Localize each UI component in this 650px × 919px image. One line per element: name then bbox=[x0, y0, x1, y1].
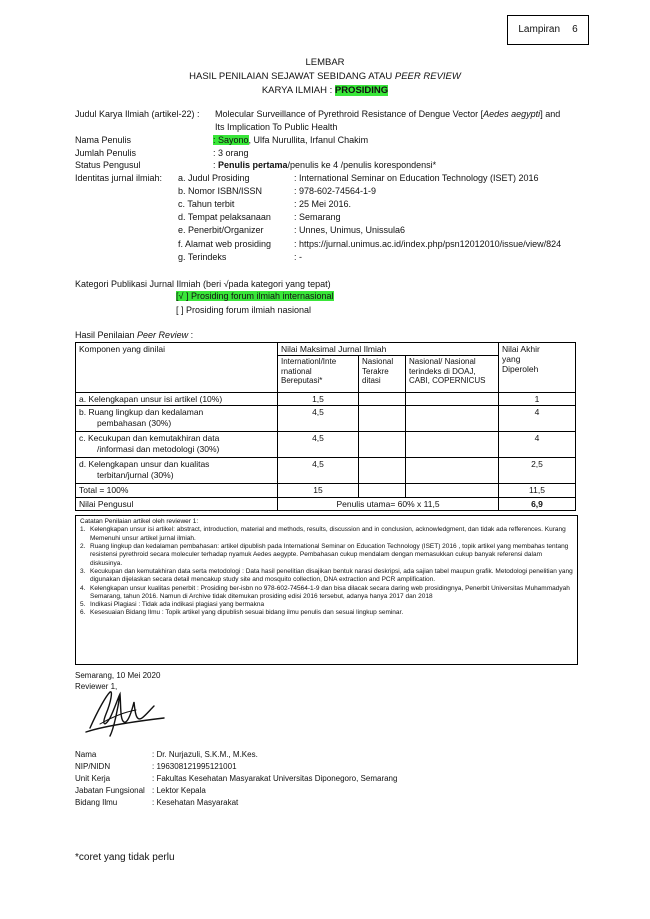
note-text: Indikasi Plagiasi : Tidak ada indikasi plagiasi yang bermakna bbox=[90, 601, 265, 609]
row-component-line1: d. Kelengkapan unsur dan kualitas bbox=[79, 459, 210, 470]
row-akhir-value: 2,5 bbox=[499, 458, 576, 484]
note-number: 2. bbox=[80, 542, 86, 550]
judul-post: ] and bbox=[540, 109, 561, 119]
note-item bbox=[80, 585, 573, 602]
row-intl-value: 4,5 bbox=[278, 432, 359, 458]
nama-rest: , Ulfa Nurullita, Irfanul Chakim bbox=[248, 135, 369, 145]
row-nas2-value bbox=[406, 406, 499, 432]
total-label: Total = 100% bbox=[76, 484, 278, 497]
header-nasional-indexed bbox=[406, 356, 499, 393]
note-text: Kelengkapan unsur kualitas penerbit : Prosiding ber-isbn no 978-602-74564-1-9 dan bisa dilacak secara daring web prosidingnya, Penerbit Universitas Muhammadyah Semarang, tahun 2016. Namun di Archive tidak ditemukan prosiding edisi 2016 tersebut, adanya hanya 2017 dan 2018 bbox=[90, 584, 570, 600]
status-prefix: : bbox=[213, 160, 219, 170]
note-number: 5. bbox=[80, 601, 86, 609]
sign-field-value: : Fakultas Kesehatan Masyarakat Universitas Diponegoro, Semarang bbox=[152, 774, 398, 783]
row-component-line1: a. Kelengkapan unsur isi artikel (10%) bbox=[79, 394, 223, 405]
sign-field-label: Unit Kerja bbox=[75, 774, 111, 783]
lampiran-number: 6 bbox=[572, 24, 578, 35]
kategori-option-internasional bbox=[176, 291, 334, 302]
pengusul-label: Nilai Pengusul bbox=[76, 497, 278, 510]
hasil-label-text: Hasil Penilaian bbox=[75, 330, 138, 340]
row-component-line1: b. Ruang lingkup dan kedalaman bbox=[79, 407, 204, 418]
jurnal-item-value: : https://jurnal.unimus.ac.id/index.php/psn12012010/issue/view/824 bbox=[294, 238, 562, 249]
note-text: Ruang lingkup dan kedalaman pembahasan: artikel dipublish pada International Seminar on Education Technology (ISET) 2016 , topik artikel yang membahas tentang resistensi pyrethroid secara moleculer terhadap nyamuk Aedes aegypte. Pembahasan cukup mendalam dengan memasukkan cukup banyak referensi dalam diskusinya. bbox=[90, 542, 569, 567]
total-nas bbox=[359, 484, 406, 497]
jurnal-item-value: : 25 Mei 2016. bbox=[294, 199, 352, 210]
nama-value bbox=[213, 135, 368, 146]
nama-highlight: : Sayono bbox=[213, 135, 249, 145]
table-row bbox=[76, 393, 576, 406]
pengusul-row bbox=[76, 497, 576, 510]
row-intl-value: 4,5 bbox=[278, 406, 359, 432]
judul-italic: Aedes aegypti bbox=[483, 109, 541, 119]
jurnal-item-value: : International Seminar on Education Technology (ISET) 2016 bbox=[294, 173, 539, 183]
row-component-line2: /informasi dan metodologi (30%) bbox=[97, 443, 220, 454]
jurnal-item-key: e. Penerbit/Organizer bbox=[178, 225, 264, 236]
title-line3 bbox=[0, 85, 650, 96]
hasil-label-italic: Peer Review bbox=[137, 330, 189, 340]
title-line2 bbox=[0, 71, 650, 82]
sign-field-value: : 196308121995121001 bbox=[152, 762, 237, 771]
total-nas2 bbox=[406, 484, 499, 497]
sign-reviewer: Reviewer 1, bbox=[75, 682, 118, 691]
header-akhir bbox=[499, 343, 576, 393]
status-value bbox=[213, 160, 436, 171]
pengusul-formula: Penulis utama= 60% x 11,5 bbox=[278, 497, 499, 510]
header-intl bbox=[278, 356, 359, 393]
row-component bbox=[76, 406, 278, 432]
note-item bbox=[80, 543, 573, 568]
row-nas2-value bbox=[406, 432, 499, 458]
kategori-option-nasional: [ ] Prosiding forum ilmiah nasional bbox=[176, 305, 312, 315]
row-component-line1: c. Kecukupan dan kemutakhiran data bbox=[79, 433, 220, 444]
kategori-title: Kategori Publikasi Jurnal Ilmiah (beri √pada kategori yang tepat) bbox=[75, 279, 331, 289]
sign-field-label: Jabatan Fungsional bbox=[75, 786, 145, 795]
header-nas2-1: Nasional/ Nasional bbox=[409, 357, 476, 367]
jurnal-item-key: c. Tahun terbit bbox=[178, 199, 235, 210]
status-rest: /penulis ke 4 /penulis korespondensi* bbox=[287, 160, 437, 170]
row-nas-value bbox=[359, 458, 406, 484]
note-item bbox=[80, 609, 573, 617]
row-nas-value bbox=[359, 432, 406, 458]
row-component-line2: pembahasan (30%) bbox=[97, 417, 172, 428]
jurnal-item-value: : - bbox=[294, 251, 302, 262]
jurnal-item-key: g. Terindeks bbox=[178, 251, 227, 262]
table-row bbox=[76, 458, 576, 484]
note-number: 1. bbox=[80, 526, 86, 534]
pengusul-value: 6,9 bbox=[499, 497, 576, 510]
header-akhir-2: yang bbox=[502, 354, 521, 365]
jumlah-label: Jumlah Penulis bbox=[75, 148, 137, 158]
notes-title: Catatan Penilaian artikel oleh reviewer 1: bbox=[80, 518, 199, 525]
header-nas2-3: CABI, COPERNICUS bbox=[409, 376, 486, 386]
sign-date: Semarang, 10 Mei 2020 bbox=[75, 671, 161, 680]
lampiran-label: Lampiran bbox=[518, 24, 561, 35]
note-number: 6. bbox=[80, 609, 86, 617]
title-highlight: PROSIDING bbox=[334, 85, 389, 96]
note-text: Kecukupan dan kemutakhiran data serta metodologi : Data hasil penelitian disajikan bentuk narasi deskripsi, ada sajian tabel maupun grafik. Metodologi penelitian yang digunakan dijelaskan secara detail mencakup study site and mosquito collection, DNA extraction and PCR amplification. bbox=[90, 567, 573, 584]
row-nas2-value bbox=[406, 393, 499, 406]
row-intl-value: 1,5 bbox=[278, 393, 359, 406]
note-item bbox=[80, 568, 573, 585]
jurnal-item-value: : Semarang bbox=[294, 212, 341, 223]
table-row bbox=[76, 432, 576, 458]
judul-line2: Its Implication To Public Health bbox=[215, 122, 338, 132]
sign-field-label: NIP/NIDN bbox=[75, 762, 111, 771]
sign-field-value: : Kesehatan Masyarakat bbox=[152, 798, 239, 807]
header-nas-3: ditasi bbox=[362, 376, 381, 386]
row-component bbox=[76, 458, 278, 484]
hasil-label bbox=[75, 330, 193, 341]
note-number: 4. bbox=[80, 584, 86, 592]
status-bold: Penulis pertama bbox=[218, 160, 288, 170]
row-nas2-value bbox=[406, 458, 499, 484]
jurnal-label: Identitas jurnal ilmiah: bbox=[75, 173, 163, 183]
row-intl-value: 4,5 bbox=[278, 458, 359, 484]
note-number: 3. bbox=[80, 567, 86, 575]
row-akhir-value: 4 bbox=[499, 432, 576, 458]
header-akhir-3: Diperoleh bbox=[502, 364, 539, 375]
reviewer-notes bbox=[75, 515, 578, 665]
jurnal-item-value: : Unnes, Unimus, Unissula6 bbox=[294, 225, 406, 236]
sign-field-value: : Lektor Kepala bbox=[152, 786, 206, 795]
note-text: Kesesuaian Bidang Ilmu : Topik artikel yang dipublish sesuai bidang ilmu penulis dan sesuai lingkup seminar. bbox=[90, 609, 404, 617]
header-akhir-1: Nilai Akhir bbox=[502, 344, 540, 354]
jurnal-item-key: d. Tempat pelaksanaan bbox=[178, 212, 271, 223]
lampiran-box bbox=[507, 15, 589, 45]
row-component-line2: terbitan/jurnal (30%) bbox=[97, 469, 174, 480]
jurnal-item-value: : 978-602-74564-1-9 bbox=[294, 186, 377, 197]
row-component bbox=[76, 393, 278, 406]
sign-field-value: : Dr. Nurjazuli, S.K.M., M.Kes. bbox=[152, 750, 258, 759]
title-line1: LEMBAR bbox=[305, 57, 345, 68]
score-rows bbox=[76, 393, 576, 484]
note-item bbox=[80, 526, 573, 543]
sign-field-label: Bidang Ilmu bbox=[75, 798, 118, 807]
hasil-label-colon: : bbox=[188, 330, 194, 340]
title-line2-italic: PEER REVIEW bbox=[394, 71, 461, 82]
header-nas2-2: terindeks di DOAJ, bbox=[409, 366, 476, 376]
header-intl-3: Bereputasi* bbox=[281, 376, 323, 386]
status-label: Status Pengusul bbox=[75, 160, 141, 170]
jumlah-value: : 3 orang bbox=[213, 148, 249, 158]
jurnal-item-key: a. Judul Prosiding bbox=[178, 173, 250, 183]
header-maks: Nilai Maksimal Jurnal Ilmiah bbox=[278, 343, 499, 356]
nama-label: Nama Penulis bbox=[75, 135, 132, 145]
row-akhir-value: 1 bbox=[499, 393, 576, 406]
header-nas-1: Nasional bbox=[362, 357, 394, 367]
header-nas-2: Terakre bbox=[362, 366, 389, 376]
judul-value bbox=[215, 109, 560, 120]
notes-list bbox=[80, 526, 573, 617]
header-nasional bbox=[359, 356, 406, 393]
row-component bbox=[76, 432, 278, 458]
jurnal-item-key: f. Alamat web prosiding bbox=[178, 238, 272, 249]
header-intl-1: Internationl/Inte bbox=[281, 357, 337, 367]
judul-label: Judul Karya Ilmiah (artikel-22) : bbox=[75, 109, 200, 119]
title-line3-text: KARYA ILMIAH : bbox=[261, 85, 335, 96]
jurnal-item-key: b. Nomor ISBN/ISSN bbox=[178, 186, 263, 197]
footnote: *coret yang tidak perlu bbox=[75, 852, 175, 863]
note-text: Kelengkapan unsur isi artikel: abstract, introduction, material and methods, results, discussion and in conclusion, acknowledgment, dan tidak ada refferences. Kurang Memenuhi unsur artikel jurnal ilmiah. bbox=[90, 526, 566, 542]
table-row bbox=[76, 406, 576, 432]
kategori-opt1-text: [√ ] Prosiding forum ilmiah internasional bbox=[176, 291, 334, 301]
row-nas-value bbox=[359, 406, 406, 432]
sign-field-label: Nama bbox=[75, 750, 97, 759]
total-akhir: 11,5 bbox=[499, 484, 576, 497]
title-line2-text: HASIL PENILAIAN SEJAWAT SEBIDANG ATAU bbox=[189, 71, 395, 82]
score-table bbox=[75, 342, 576, 511]
row-akhir-value: 4 bbox=[499, 406, 576, 432]
row-nas-value bbox=[359, 393, 406, 406]
total-row bbox=[76, 484, 576, 497]
table-header-row bbox=[76, 343, 576, 356]
note-item bbox=[80, 601, 573, 609]
header-komponen: Komponen yang dinilai bbox=[76, 343, 278, 393]
total-intl: 15 bbox=[278, 484, 359, 497]
signature-image bbox=[80, 688, 170, 740]
header-intl-2: rnational bbox=[281, 366, 312, 376]
judul-text: Molecular Surveillance of Pyrethroid Resistance of Dengue Vector [ bbox=[215, 109, 484, 119]
